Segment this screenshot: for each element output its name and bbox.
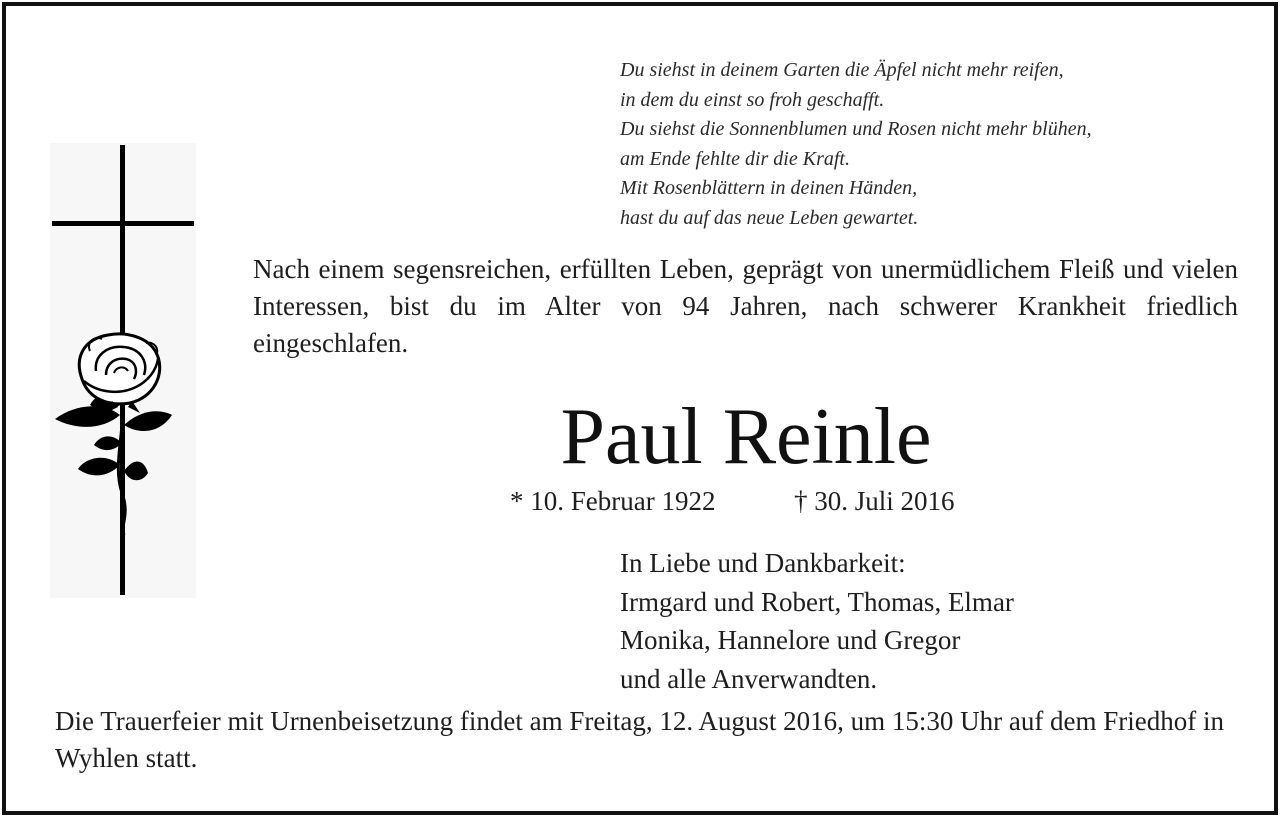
birth-date: * 10. Februar 1922 bbox=[510, 486, 716, 516]
cross-with-rose-icon bbox=[50, 143, 196, 598]
poem-line: in dem du einst so froh geschafft. bbox=[620, 88, 885, 111]
poem bbox=[620, 56, 1260, 233]
poem-line: Du siehst die Sonnenblumen und Rosen nicht mehr blühen, bbox=[620, 118, 1092, 140]
mourners-line: und alle Anverwandten. bbox=[620, 663, 878, 694]
intro-paragraph: Nach einem segensreichen, erfüllten Leben, geprägt von unermüdlichem Fleiß und vielen Interessen, bist du im Alter von 94 Jahren, nach schwerer Krankheit friedlich eingeschlafen. bbox=[253, 254, 1238, 358]
funeral-service-info: Die Trauerfeier mit Urnenbeisetzung findet am Freitag, 12. August 2016, um 15:30 Uhr auf dem Friedhof in Wyhlen statt. bbox=[55, 706, 1225, 773]
obituary-notice bbox=[2, 2, 1278, 815]
poem-line: Du siehst in deinem Garten die Äpfel nicht mehr reifen, bbox=[620, 59, 1064, 81]
poem-line: am Ende fehlte dir die Kraft. bbox=[620, 147, 850, 170]
poem-line: hast du auf das neue Leben gewartet. bbox=[620, 206, 919, 229]
mourners-list bbox=[620, 544, 1014, 698]
deceased-name: Paul Reinle bbox=[560, 393, 932, 481]
mourners-line: Monika, Hannelore und Gregor bbox=[620, 625, 961, 655]
mourners-line: In Liebe und Dankbarkeit: bbox=[620, 548, 906, 578]
death-date: † 30. Juli 2016 bbox=[794, 486, 955, 516]
mourners-line: Irmgard und Robert, Thomas, Elmar bbox=[620, 586, 1014, 617]
poem-line: Mit Rosenblättern in deinen Händen, bbox=[620, 177, 918, 199]
